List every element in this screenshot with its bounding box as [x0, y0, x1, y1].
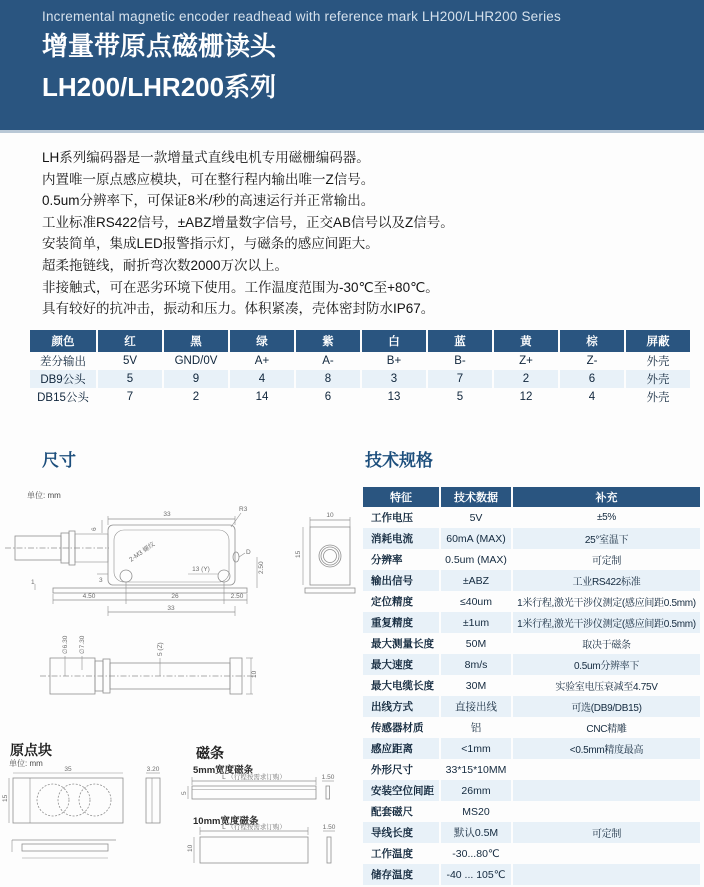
spec-feature-cell: 导线长度	[371, 827, 413, 839]
spec-value-cell: 60mA (MAX)	[439, 528, 511, 549]
spec-value-cell: 30M	[439, 675, 511, 696]
dim-label: 13 (Y)	[192, 566, 210, 573]
pin-cell: B-	[426, 352, 492, 370]
spec-note-cell	[511, 801, 700, 822]
pin-cell: 12	[492, 388, 558, 406]
spec-feature-cell: 输出信号	[371, 575, 413, 587]
pin-cell: 外壳	[624, 388, 690, 406]
description-block	[42, 147, 454, 320]
spec-row	[363, 780, 700, 801]
dim-label: 1.50	[322, 824, 336, 831]
pin-cell: 外壳	[624, 352, 690, 370]
spec-feature-cell: 最大测量长度	[371, 638, 434, 650]
pin-cell: 外壳	[624, 370, 690, 388]
origin-unit-note: 单位: mm	[9, 759, 43, 768]
spec-note-cell: 可定制	[511, 549, 700, 570]
spec-table-header-row	[363, 487, 700, 507]
spec-feature-cell: 安装空位间距	[371, 785, 434, 797]
spec-feature-cell: 最大电缆长度	[371, 680, 434, 692]
dim-label: 26	[171, 593, 179, 600]
pin-table-row	[30, 388, 690, 406]
spec-feature-cell: 出线方式	[371, 701, 413, 713]
spec-row	[363, 633, 700, 654]
origin-block-drawing	[2, 766, 183, 874]
pin-table-header-cell: 颜色	[30, 330, 96, 352]
spec-feature-cell: 感应距离	[371, 743, 413, 755]
spec-note-cell: 取决于磁条	[511, 633, 700, 654]
spec-table-body	[363, 507, 700, 885]
spec-note-cell: <0.5mm精度最高	[511, 738, 700, 759]
pin-cell: 3	[360, 370, 426, 388]
spec-feature-cell: 外形尺寸	[371, 764, 413, 776]
spec-feature-cell: 储存温度	[371, 869, 413, 881]
pin-table-header-cell: 黑	[162, 330, 228, 352]
dim-label: 33	[167, 605, 175, 612]
dim-label: 35	[64, 766, 72, 773]
pin-table-row	[30, 352, 690, 370]
pin-table-body	[30, 352, 690, 406]
pin-table-header-cell: 棕	[558, 330, 624, 352]
description-line: 安装简单，集成LED报警指示灯，与磁条的感应间距大。	[42, 236, 379, 252]
pin-table-row	[30, 370, 690, 388]
pin-cell: 8	[294, 370, 360, 388]
dim-label: 10	[251, 670, 258, 678]
page-header	[0, 0, 704, 130]
spec-row	[363, 612, 700, 633]
description-line: 超柔拖链线，耐折弯次数2000万次以上。	[42, 257, 289, 273]
dim-label: 6	[91, 527, 98, 531]
page-title-line2: LH200/LHR200系列	[42, 72, 277, 102]
spec-feature-cell: 最大速度	[371, 659, 413, 671]
dim-label: 15	[2, 794, 9, 802]
strip5-label: 5mm宽度磁条	[193, 765, 254, 776]
dim-label: 10	[187, 844, 194, 852]
spec-feature-cell: 定位精度	[371, 596, 413, 608]
spec-value-cell: -30...80℃	[439, 843, 511, 864]
pin-cell: DB9公头	[40, 374, 86, 386]
dim-label: 1	[31, 579, 35, 586]
spec-row	[363, 822, 700, 843]
description-line: 非接触式，可在恶劣环境下使用。工作温度范围为-30℃至+80℃。	[42, 279, 439, 295]
spec-feature-cell: 配套磁尺	[371, 806, 413, 818]
spec-value-cell: 33*15*10MM	[439, 759, 511, 780]
pin-cell: A-	[294, 352, 360, 370]
spec-row	[363, 549, 700, 570]
description-line: 0.5um分辨率下，可保证8米/秒的高速运行并正常输出。	[42, 193, 375, 209]
pin-table-header-cell: 紫	[294, 330, 360, 352]
spec-value-cell: 50M	[439, 633, 511, 654]
spec-feature-cell: 工作温度	[371, 848, 413, 860]
pin-cell: 6	[558, 370, 624, 388]
spec-feature-cell: 重复精度	[371, 617, 413, 629]
dim-label: 33	[163, 511, 171, 518]
pin-cell: 4	[228, 370, 294, 388]
pin-table-header-cell: 蓝	[426, 330, 492, 352]
pin-cell: 6	[294, 388, 360, 406]
spec-note-cell: ±5%	[511, 507, 700, 528]
description-line: LH系列编码器是一款增量式直线电机专用磁栅编码器。	[42, 150, 370, 165]
description-line: 具有较好的抗冲击，振动和压力。体积紧凑，壳体密封防水IP67。	[42, 301, 435, 317]
magstrip-5-drawing	[181, 772, 343, 806]
spec-value-cell: ≤40um	[439, 591, 511, 612]
spec-note-cell: 25°室温下	[511, 528, 700, 549]
spec-header-cell: 补充	[511, 487, 700, 507]
dim-label: 5 (Z)	[157, 642, 164, 656]
magstrip-10-drawing	[188, 820, 343, 872]
pin-cell: 7	[96, 388, 162, 406]
spec-value-cell: 0.5um (MAX)	[439, 549, 511, 570]
page-title-line1: 增量带原点磁栅读头	[42, 31, 277, 61]
spec-row	[363, 801, 700, 822]
spec-value-cell: <1mm	[439, 738, 511, 759]
pin-cell: A+	[228, 352, 294, 370]
spec-value-cell: 5V	[439, 507, 511, 528]
spec-note-cell: 0.5um分辨率下	[511, 654, 700, 675]
dim-label: 10	[326, 512, 334, 519]
spec-row	[363, 570, 700, 591]
spec-note-cell: 实验室电压衰减至4.75V	[511, 675, 700, 696]
spec-feature-cell: 传感器材质	[371, 722, 424, 734]
pin-cell: 5V	[96, 352, 162, 370]
spec-note-cell	[511, 759, 700, 780]
spec-feature-cell: 工作电压	[371, 512, 413, 524]
dim-label: L （行程按需求订购）	[222, 824, 286, 831]
spec-feature-cell: 分辨率	[371, 554, 403, 566]
header-separator	[0, 130, 704, 133]
dim-label: ∅6.30	[62, 635, 69, 654]
pin-cell: 13	[360, 388, 426, 406]
spec-value-cell: -40 ... 105℃	[439, 864, 511, 885]
spec-row	[363, 759, 700, 780]
dim-label: R3	[239, 506, 248, 513]
spec-value-cell: 默认0.5M	[439, 822, 511, 843]
spec-note-cell: 1米行程,激光干涉仪测定(感应间距0.5mm)	[511, 612, 700, 633]
pin-cell: B+	[360, 352, 426, 370]
pin-table-header-cell: 绿	[228, 330, 294, 352]
pin-cell: 7	[426, 370, 492, 388]
pin-cell: Z+	[492, 352, 558, 370]
english-subtitle: Incremental magnetic encoder readhead with reference mark LH200/LHR200 Series	[42, 9, 561, 24]
dim-label: 15	[295, 550, 302, 558]
pin-cell: 14	[228, 388, 294, 406]
spec-feature-cell: 消耗电流	[371, 533, 413, 545]
spec-row	[363, 675, 700, 696]
pin-cell: GND/0V	[162, 352, 228, 370]
spec-row	[363, 696, 700, 717]
pin-cell: 9	[162, 370, 228, 388]
spec-note-cell	[511, 843, 700, 864]
dim-label: 2.50	[258, 561, 265, 574]
spec-value-cell: ±ABZ	[439, 570, 511, 591]
pin-cell: 5	[426, 388, 492, 406]
spec-note-cell: 工业RS422标准	[511, 570, 700, 591]
spec-note-cell: 可定制	[511, 822, 700, 843]
spec-value-cell: 直接出线	[439, 696, 511, 717]
dim-label: D	[246, 549, 251, 556]
pin-cell: 5	[96, 370, 162, 388]
pin-table-header-cell: 屏蔽	[624, 330, 690, 352]
dim-label: 3.20	[146, 766, 160, 773]
description-line: 工业标准RS422信号，±ABZ增量数字信号，正交AB信号以及Z信号。	[42, 214, 454, 230]
spec-note-cell: CNC精雕	[511, 717, 700, 738]
spec-note-cell	[511, 780, 700, 801]
origin-block-heading: 原点块	[10, 742, 52, 758]
dimensions-heading: 尺寸	[42, 451, 76, 470]
spec-value-cell: 铝	[439, 717, 511, 738]
pin-cell: Z-	[558, 352, 624, 370]
pin-cell: 4	[558, 388, 624, 406]
pin-table-header-row	[30, 330, 690, 352]
spec-row	[363, 654, 700, 675]
pin-table-header-cell: 白	[360, 330, 426, 352]
spec-row	[363, 507, 700, 528]
dim-label: 3	[99, 577, 103, 584]
spec-row	[363, 843, 700, 864]
dim-label: 1.50	[321, 774, 335, 781]
spec-value-cell: ±1um	[439, 612, 511, 633]
spec-row	[363, 738, 700, 759]
spec-value-cell: 26mm	[439, 780, 511, 801]
description-line: 内置唯一原点感应模块，可在整行程内输出唯一Z信号。	[42, 171, 375, 187]
readhead-dimension-drawing	[5, 500, 357, 625]
spec-note-cell: 1米行程,激光干涉仪测定(感应间距0.5mm)	[511, 591, 700, 612]
dim-label: L （行程按需求订购）	[222, 774, 286, 781]
dim-label: ∅7.30	[79, 635, 86, 654]
pin-table-header-cell: 红	[96, 330, 162, 352]
dimensions-unit-note: 单位: mm	[27, 491, 61, 500]
screw-note: 2-M3 螺纹	[128, 540, 157, 564]
specs-heading: 技术规格	[365, 451, 433, 470]
spec-row	[363, 717, 700, 738]
dim-label: 4.50	[82, 593, 96, 600]
pin-cell: 2	[162, 388, 228, 406]
strip10-label: 10mm宽度磁条	[193, 816, 259, 827]
spec-table	[363, 487, 700, 885]
spec-note-cell: 可选(DB9/DB15)	[511, 696, 700, 717]
dim-label: 5	[181, 791, 188, 795]
spec-value-cell: MS20	[439, 801, 511, 822]
spec-header-cell: 特征	[363, 487, 439, 507]
spec-header-cell: 技术数据	[439, 487, 511, 507]
spec-value-cell: 8m/s	[439, 654, 511, 675]
spec-row	[363, 864, 700, 885]
spec-row	[363, 591, 700, 612]
spec-row	[363, 528, 700, 549]
pin-cell: 差分输出	[40, 356, 86, 368]
pin-cell: DB15公头	[37, 392, 89, 404]
mag-strip-heading: 磁条	[196, 745, 224, 761]
spec-note-cell	[511, 864, 700, 885]
cable-dimension-drawing	[40, 626, 270, 700]
pin-cell: 2	[492, 370, 558, 388]
pin-table-header-cell: 黄	[492, 330, 558, 352]
pin-table	[30, 330, 690, 406]
dim-label: 2.50	[230, 593, 244, 600]
